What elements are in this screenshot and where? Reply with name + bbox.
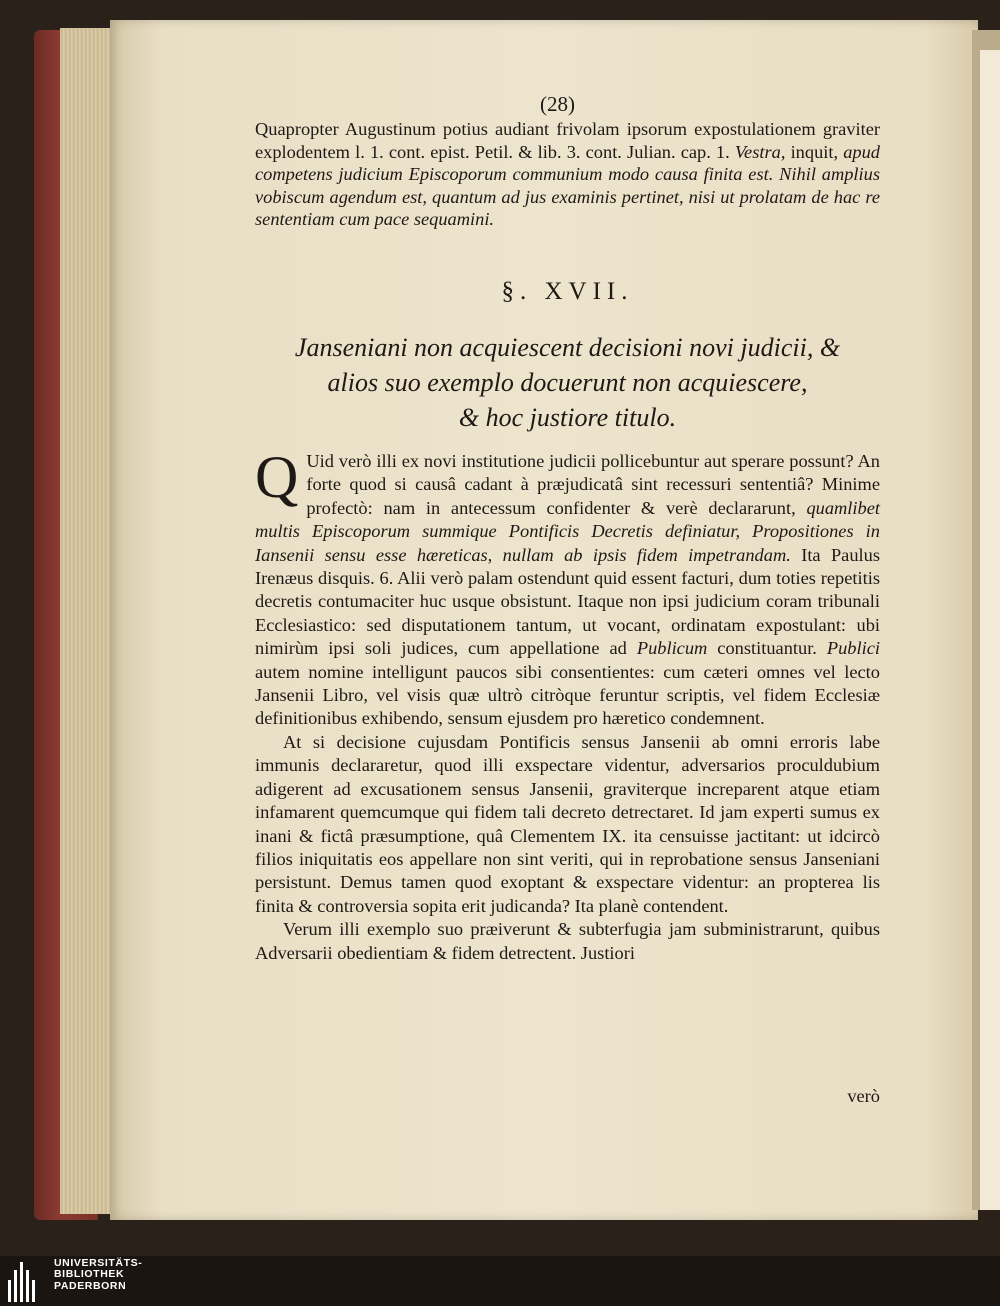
body-paragraph: Verum illi exemplo suo præiverunt & subterfugia jam subministrarunt, quibus Adversarii obedientiam & fidem detrectent. Justiori: [255, 919, 880, 963]
body-text: [255, 444, 880, 965]
text-run: Uid verò illi ex novi institutione judicii pollicebuntur aut sperare possunt? An forte quod si causâ cadant à præjudicatâ sint recessuri sententiâ? Minime profectò: nam in antecessum confidenter & verè declararunt,: [306, 451, 880, 518]
logo-line: PADERBORN: [54, 1279, 127, 1292]
section-heading: [255, 330, 880, 435]
paragraph-italic-word: Vestra: [734, 141, 781, 162]
paragraph-italic-quote: apud competens judicium Episcoporum communium modo causa finita est. Nihil amplius vobiscum agendum est, quantum ad jus examinis pertinet, nisi ut prolatam de hac re sententiam cum pace sequamini.: [255, 141, 880, 230]
page-number: (28): [540, 92, 575, 116]
logo-line: BIBLIOTHEK: [54, 1268, 125, 1281]
text-run: Ita Paulus Irenæus disquis. 6. Alii verò palam ostendunt quid essent facturi, dum toties repetitis decretis contumaciter huc usque obsistunt. Itaque non ipsi judicium coram tribunali Ecclesiastico: sed disputationem tantum, ut vocant, ordinatam expostulant: ubi nimirùm ipsi soli judices, cum appellatione ad: [255, 544, 880, 659]
library-footer: [0, 1256, 1000, 1306]
facing-page-strip: [980, 50, 1000, 1210]
heading-line: alios suo exemplo docuerunt non acquiescere,: [327, 368, 808, 397]
italic-run: Publici: [826, 638, 880, 659]
library-logo-icon: [8, 1262, 48, 1302]
paragraph-text: Quapropter Augustinum potius audiant frivolam ipsorum expostulationem graviter explodentem l. 1. cont. epist. Petil. & lib. 3. cont. Julian. cap. 1.: [255, 119, 880, 162]
text-run: constituantur.: [707, 638, 827, 659]
italic-run: Publicum: [636, 638, 708, 659]
italic-run: quamlibet multis Episcoporum summique Pontificis Decretis definiatur, Propositiones in Iansenii sensu esse hæreticas, nullam ab ipsis fidem impetrandam.: [255, 497, 880, 565]
section-number: §. XVII.: [501, 278, 634, 305]
logo-line: UNIVERSITÄTS-: [54, 1257, 143, 1269]
body-paragraph: At si decisione cujusdam Pontificis sensus Jansenii ab omni erroris labe immunis declararetur, quod illi exspectare videntur, adversarios proculdubium adigerent ad excusationem sensus Jansenii, graviterque increparent atque etiam infamarent quemcumque qui fidem tali decreto detrectaret. Id jam experti sumus ex inani & fictâ præsumptione, quâ Clementem IX. ita censuisse jactitant: ut idcircò filios iniquitatis eos appellare non sint veriti, qui in reprobatione sensus Janseniani persistunt. Demus tamen quod exoptant & exspectare videntur: an propterea lis finita & controversia sopita erit judicanda? Ita planè contendent.: [255, 731, 880, 916]
text-run: autem nomine intelligunt paucos sibi consentientes: cum cæteri omnes vel lecto Jansenii Libro, vel visis quæ ultrò citròque feruntur scriptis, vel fidem Ecclesiæ definitionibus exhibendo, sensum ejusdem pro hæretico condemnent.: [255, 661, 880, 729]
paragraph-text: , inquit,: [780, 141, 844, 162]
heading-line: Janseniani non acquiescent decisioni novi judicii, &: [294, 333, 841, 362]
library-logo-text: [54, 1258, 142, 1292]
drop-cap: Q: [255, 444, 299, 510]
body-paragraph: [255, 444, 880, 731]
catchword: verò: [847, 1086, 880, 1106]
heading-line: & hoc justiore titulo.: [458, 403, 677, 432]
opening-paragraph: [255, 118, 880, 231]
